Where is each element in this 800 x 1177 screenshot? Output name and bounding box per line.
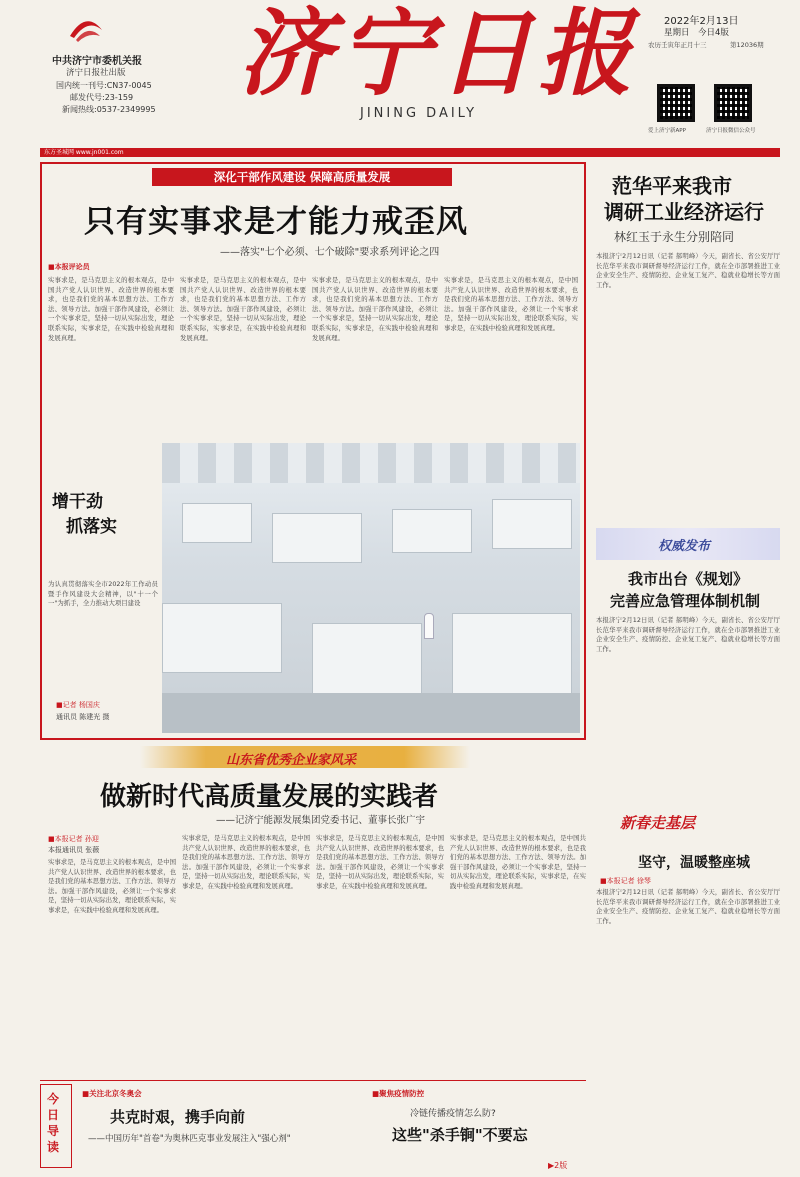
masthead (0, 0, 800, 140)
lunar-date: 农历壬寅年正月十三 (648, 41, 707, 49)
spring-headline[interactable]: 坚守，温暖整座城 (638, 855, 750, 871)
feature-text-col-2: 实事求是，是马克思主义的根本观点，是中国共产党人认识世界、改造世界的根本要求，也是我们党的基本思想方法、工作方法、领导方法。加强干部作风建设，必须让一个实事求是，坚持一切从实际出发，理论联系实际，实事求是，在实践中检验真理和发展真理。 (182, 834, 310, 890)
photo-title-2: 抓落实 (66, 517, 117, 537)
page-ref-link[interactable]: ▶2版 (548, 1161, 568, 1170)
spring-visit-text: 新春走基层 (620, 814, 696, 832)
covid-headline[interactable]: 这些"杀手锏"不要忘 (392, 1126, 528, 1144)
issue-date: 2022年2月13日 (664, 16, 739, 27)
photo-caption: 为认真贯彻落实全市2022年工作动员暨手作风建设大会精神，以"十一个一"为抓手，全力推动大项目建设 (48, 580, 158, 608)
feature-text-col-1: 实事求是，是马克思主义的根本观点，是中国共产党人认识世界、改造世界的根本要求，也是我们党的基本思想方法、工作方法、领导方法。加强干部作风建设，必须让一个实事求是，坚持一切从实际出发，理论联系实际，实事求是，在实践中检验真理和发展真理。 (48, 858, 176, 914)
qr-code-app-icon[interactable] (657, 84, 695, 122)
newspaper-title: 济宁日报 (238, 0, 639, 109)
authority-banner (596, 528, 780, 560)
olympics-subhead: ——中国历年"首卷"为奥林匹克事业发展注入"强心剂" (88, 1134, 291, 1144)
feature-headline[interactable]: 做新时代高质量发展的实践者 (100, 782, 439, 812)
postal-code: 邮发代号:23-159 (70, 93, 134, 102)
olympics-headline[interactable]: 共克时艰，携手向前 (110, 1108, 246, 1126)
factory-photo[interactable] (162, 443, 580, 733)
feature-text-col-3: 实事求是，是马克思主义的根本观点，是中国共产党人认识世界、改造世界的根本要求，也是我们党的基本思想方法、工作方法、领导方法。加强干部作风建设，必须让一个实事求是，坚持一切从实际出发，理论联系实际，实事求是，在实践中检验真理和发展真理。 (316, 834, 444, 890)
issue-number: 第12036期 (730, 41, 764, 49)
photo-title-1: 增干劲 (52, 492, 103, 512)
photo-credit-correspondent: 通讯员 陈建光 摄 (56, 713, 110, 721)
covid-question: 冷链传播疫情怎么防? (410, 1109, 496, 1119)
lead-text-col-2: 实事求是，是马克思主义的根本观点，是中国共产党人认识世界、改造世界的根本要求，也是我们党的基本思想方法、工作方法、领导方法。加强干部作风建设，必须让一个实事求是，坚持一切从实际出发，理论联系实际，实事求是，在实践中检验真理和发展真理。 (180, 276, 306, 342)
lead-headline[interactable]: 只有实事求是才能力戒歪风 (84, 204, 468, 240)
lead-kicker (152, 168, 452, 186)
lead-text-col-3: 实事求是，是马克思主义的根本观点，是中国共产党人认识世界、改造世界的根本要求，也是我们党的基本思想方法、工作方法、领导方法。加强干部作风建设，必须让一个实事求是，坚持一切从实际出发，理论联系实际，实事求是，在实践中检验真理和发展真理。 (312, 276, 438, 342)
feature-byline-1: ■本报记者 孙迎 (48, 835, 99, 843)
website-link[interactable]: 东方圣城网 www.jn001.com (44, 149, 124, 156)
qr-wechat-label: 济宁日报微信公众号 (706, 128, 756, 134)
spring-visit-badge (620, 812, 730, 842)
cn-number: 国内统一刊号:CN37-0045 (56, 81, 152, 90)
lead-text-col-4: 实事求是，是马克思主义的根本观点，是中国共产党人认识世界、改造世界的根本要求，也是我们党的基本思想方法、工作方法、领导方法。加强干部作风建设，必须让一个实事求是，坚持一切从实际出发，理论联系实际，实事求是，在实践中检验真理和发展真理。 (444, 276, 578, 332)
right-headline-1[interactable]: 范华平来我市 (612, 174, 732, 198)
plan-headline-2[interactable]: 完善应急管理体制机制 (610, 592, 761, 610)
covid-label: ■聚焦疫情防控 (372, 1089, 425, 1098)
qr-code-wechat-icon[interactable] (714, 84, 752, 122)
website-bar (40, 148, 780, 157)
lead-text-col-1: 实事求是，是马克思主义的根本观点，是中国共产党人认识世界、改造世界的根本要求，也是我们党的基本思想方法、工作方法、领导方法。加强干部作风建设，必须让一个实事求是，坚持一切从实际出发，理论联系实际，实事求是，在实践中检验真理和发展真理。 (48, 276, 174, 342)
lead-subhead: ——落实"七个必须、七个破除"要求系列评论之四 (220, 247, 440, 258)
olympics-label: ■关注北京冬奥会 (82, 1089, 142, 1098)
lead-byline: ■本报评论员 (48, 263, 90, 271)
entrepreneur-banner-text: 山东省优秀企业家风采 (226, 753, 357, 768)
right-subhead: 林红玉于永生分别陪同 (614, 230, 735, 244)
today-index-text: 今日导读 (47, 1092, 60, 1154)
newspaper-title-en: JINING DAILY (360, 106, 478, 121)
plan-headline-1[interactable]: 我市出台《规划》 (628, 570, 749, 588)
newspaper-logo-icon (68, 14, 104, 44)
spring-byline: ■本报记者 徐琴 (600, 877, 651, 885)
feature-subhead: ——记济宁能源发展集团党委书记、董事长张广宇 (216, 815, 426, 826)
weekday-pages: 星期日 今日4版 (664, 28, 729, 38)
plan-article-text: 本报济宁2月12日讯（记者 郝明峰）今天，副省长、省公安厅厅长范华平来我市调研督导经济运行工作，就在全市部署推进工业企业安全生产、疫情防控、企业复工复产、稳就业稳增长等方面工作。 (596, 616, 780, 653)
lead-kicker-text: 深化干部作风建设 保障高质量发展 (213, 170, 391, 184)
authority-banner-text: 权威发布 (658, 539, 711, 554)
feature-text-col-4: 实事求是，是马克思主义的根本观点，是中国共产党人认识世界、改造世界的根本要求，也是我们党的基本思想方法、工作方法、领导方法。加强干部作风建设，必须让一个实事求是，坚持一切从实际出发，理论联系实际，实事求是，在实践中检验真理和发展真理。 (450, 834, 586, 890)
today-index[interactable] (40, 1084, 72, 1168)
feature-byline-2: 本报通讯员 张薇 (48, 846, 100, 854)
org-publisher: 济宁日报社出版 (66, 68, 126, 78)
right-headline-2[interactable]: 调研工业经济运行 (604, 200, 764, 224)
spring-article-text: 本报济宁2月12日讯（记者 郝明峰）今天，副省长、省公安厅厅长范华平来我市调研督导经济运行工作，就在全市部署推进工业企业安全生产、疫情防控、企业复工复产、稳就业稳增长等方面工作。 (596, 888, 780, 925)
org-name: 中共济宁市委机关报 (52, 56, 142, 67)
bottom-divider (40, 1080, 586, 1081)
photo-credit-reporter: ■记者 杨国庆 (56, 701, 100, 709)
news-hotline: 新闻热线:0537-2349995 (62, 105, 156, 114)
entrepreneur-banner (140, 746, 470, 768)
qr-app-label: 爱上济宁新APP (648, 128, 686, 134)
right-article-text: 本报济宁2月12日讯（记者 郝明峰）今天，副省长、省公安厅厅长范华平来我市调研督导经济运行工作，就在全市部署推进工业企业安全生产、疫情防控、企业复工复产、稳就业稳增长等方面工作。 (596, 252, 780, 289)
